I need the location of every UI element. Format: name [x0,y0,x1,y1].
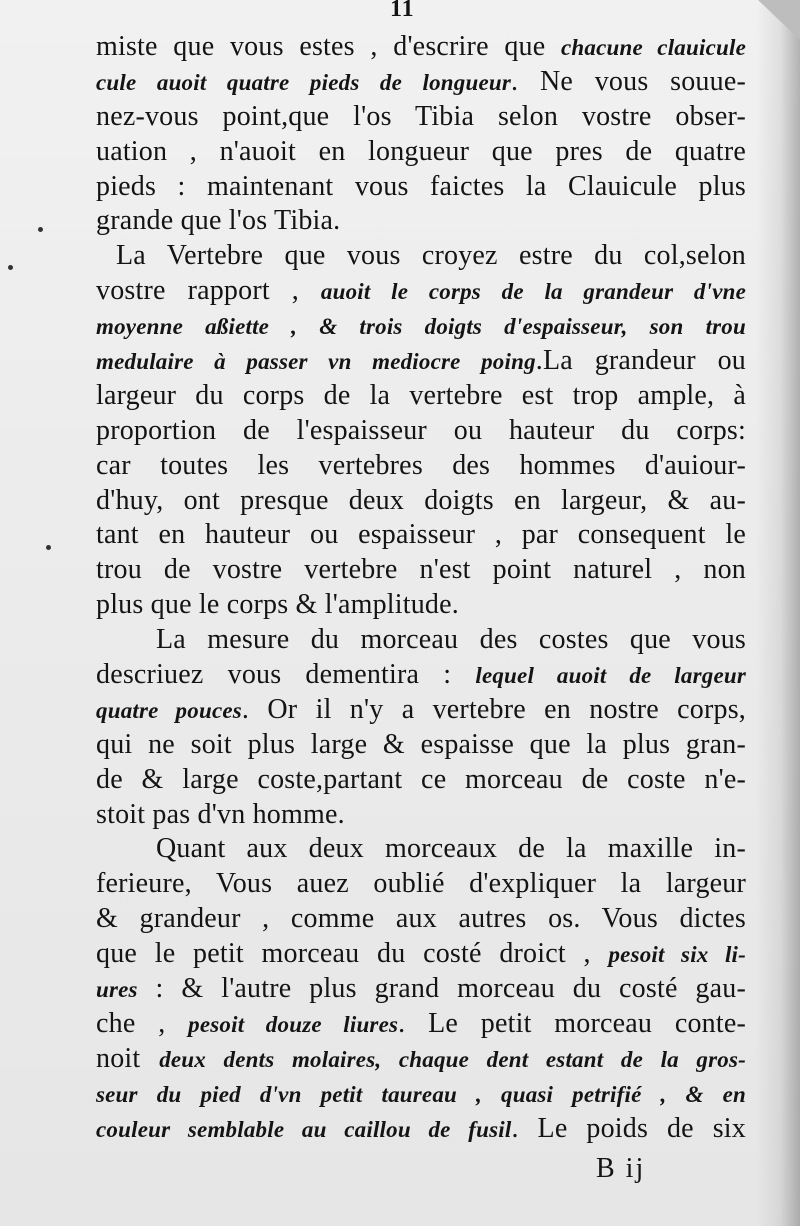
margin-speck [46,545,51,550]
italic-quote: ures [96,977,138,1003]
text-line [96,588,746,623]
text-span: La Vertebre que vous croyez estre du col,selon [116,240,746,272]
text-line [96,553,746,588]
signature-mark: B ij [596,1153,646,1184]
text-line [96,867,746,902]
text-line [96,832,746,867]
text-span: Quant aux deux morceaux de la maxille in- [156,833,746,865]
text-span: uation , n'auoit en longueur que pres de quatre [96,135,746,167]
text-line [96,728,746,763]
text-span: trou de vostre vertebre n'est point naturel , non [96,554,746,586]
text-span: : & l'autre plus grand morceau du costé gau- [137,973,746,1005]
text-line [96,379,746,414]
text-line [96,204,746,239]
text-span: largeur du corps de la vertebre est trop ample, à [96,379,746,411]
text-span: miste que vous estes , d'escrire que [96,31,562,62]
italic-quote: pesoit six li- [608,942,746,968]
italic-quote: couleur semblable au caillou de fusil [96,1116,512,1142]
text-span: ferieure, Vous auez oublié d'expliquer la largeur [96,868,746,900]
text-line [96,1042,746,1077]
text-line [96,623,746,658]
text-line [96,449,746,484]
text-line [96,100,746,135]
text-span: plus que le corps & l'amplitude. [96,589,459,621]
margin-speck [8,265,13,270]
text-line [96,693,746,728]
body-text [96,30,746,1147]
text-span: . Or il n'y a vertebre en nostre corps, [241,693,746,725]
text-line [96,1112,746,1147]
text-line [96,65,746,100]
text-line [96,937,746,972]
italic-quote: cule auoit quatre pieds de longueur [96,69,512,95]
text-span: proportion de l'espaisseur ou hauteur du corps: [96,414,746,446]
text-span: . Le petit morceau conte- [398,1007,747,1039]
text-span: de & large coste,partant ce morceau de coste n'e- [96,763,746,795]
text-line [96,414,746,449]
text-line [96,135,746,170]
text-span: stoit pas d'vn homme. [96,798,345,830]
text-span: nez-vous point,que l'os Tibia selon vostre obser- [96,100,746,132]
text-line [96,1007,746,1042]
text-line [96,658,746,693]
text-span: .La grandeur ou [535,345,746,377]
text-line [96,239,746,274]
text-span: La mesure du morceau des costes que vous [156,624,746,656]
text-line [96,518,746,553]
text-line [96,484,746,519]
text-line [96,170,746,205]
italic-quote: seur du pied d'vn petit taureau , quasi petrifié , & en [96,1081,746,1107]
text-span: car toutes les vertebres des hommes d'auiour- [96,449,746,481]
italic-quote: deux dents molaires, chaque dent estant de la gros- [159,1046,746,1072]
margin-speck [38,227,43,232]
text-line [96,902,746,937]
text-span: che , [96,1007,189,1039]
text-line [96,763,746,798]
text-span: vostre rapport , [96,275,321,307]
text-span: que le petit morceau du costé droict , [96,938,609,970]
text-span: & grandeur , comme aux autres os. Vous dictes [96,903,746,935]
italic-quote: moyenne aßiette , & trois doigts d'espaisseur, son trou [96,314,746,340]
italic-quote: lequel auoit de largeur [475,663,746,689]
text-line [96,309,746,344]
italic-quote: medulaire à passer vn mediocre poing [96,349,536,375]
text-span: d'huy, ont presque deux doigts en largeur, & au- [96,484,746,516]
text-line [96,972,746,1007]
italic-quote: chacune clauicule [561,35,746,60]
text-span: descriuez vous dementira : [96,659,476,691]
text-span: noit [96,1042,160,1074]
text-span: pieds : maintenant vous faictes la Clauicule plus [96,170,746,202]
page-number: 11 [390,0,415,22]
text-span: tant en hauteur ou espaisseur , par consequent le [96,519,746,551]
text-span: qui ne soit plus large & espaisse que la plus gran- [96,728,746,760]
text-line [96,798,746,833]
italic-quote: pesoit douze liures [188,1011,399,1037]
text-span: . Ne vous souue- [511,65,746,97]
page-edge-shadow [756,0,800,1226]
italic-quote: quatre pouces [96,697,242,723]
text-span: . Le poids de six [511,1112,746,1144]
text-line [96,274,746,309]
italic-quote: auoit le corps de la grandeur d'vne [320,279,747,305]
text-line [96,344,746,379]
text-span: grande que l'os Tibia. [96,205,341,237]
text-line [96,1077,746,1112]
text-line [96,30,746,65]
